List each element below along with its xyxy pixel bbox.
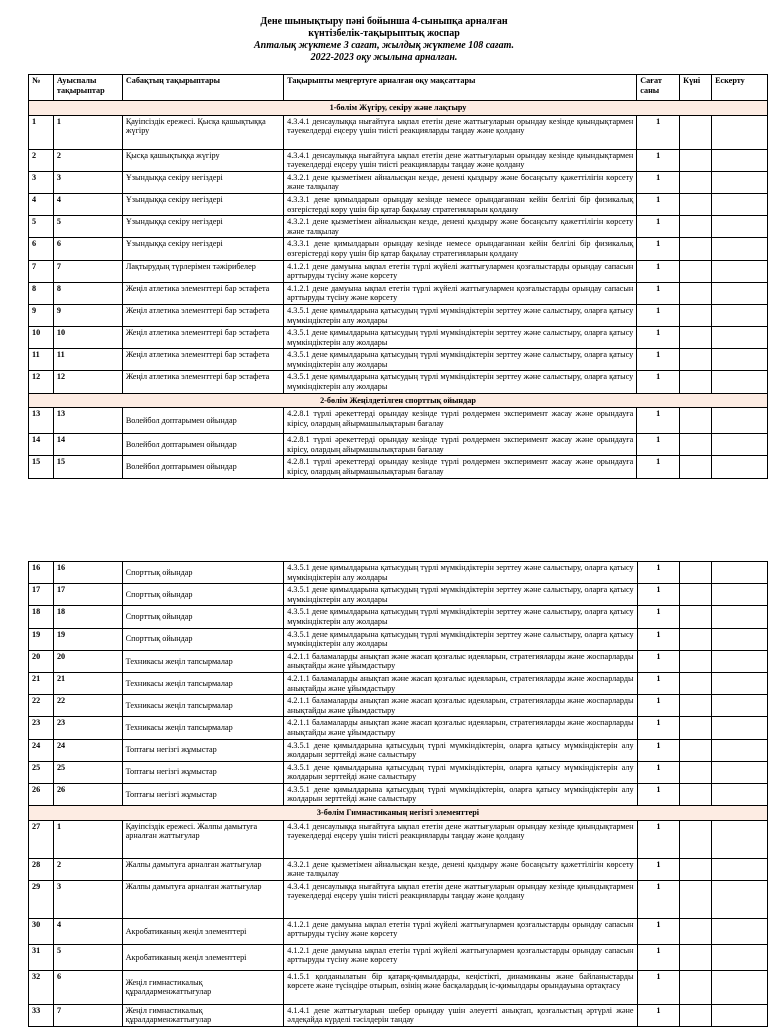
row-number: 26: [29, 783, 54, 805]
row-objective: 4.3.5.1 дене қимылдарына қатысудың түрлі мүмкіндіктерін, оларға қатысу мүмкіндіктерін алу жолдарын зерттейді және салыстыру: [284, 761, 637, 783]
row-sub-topic-number: 13: [53, 408, 122, 434]
row-lesson-topic: Спорттық ойындар: [122, 606, 284, 628]
row-date: [680, 628, 712, 650]
row-lesson-topic: Жеңіл атлетика элементтері бар эстафета: [122, 282, 283, 304]
row-date: [680, 349, 712, 371]
row-note: [712, 628, 768, 650]
table-row: [29, 216, 768, 238]
row-note: [712, 584, 768, 606]
row-date: [680, 304, 712, 326]
row-objective: 4.3.5.1 дене қимылдарына қатысудың түрлі мүмкіндіктерін зерттеу және салыстыру, оларға қатысу мүмкіндіктерін алу жолдары: [284, 562, 637, 584]
table-row: [29, 434, 768, 456]
row-hours: 1: [637, 282, 680, 304]
row-hours: 1: [637, 858, 680, 880]
table-row: [29, 858, 768, 880]
col-number: №: [29, 75, 54, 101]
row-lesson-topic: Жалпы дамытуға арналған жаттығулар: [122, 880, 284, 918]
row-sub-topic-number: 14: [53, 434, 122, 456]
row-date: [680, 650, 712, 672]
col-note: Ескерту: [712, 75, 768, 101]
row-date: [680, 970, 712, 1004]
row-sub-topic-number: 4: [53, 193, 122, 215]
row-date: [680, 717, 712, 739]
row-number: 2: [29, 149, 54, 171]
row-note: [712, 695, 768, 717]
row-note: [712, 562, 768, 584]
row-sub-topic-number: 23: [53, 717, 122, 739]
row-number: 8: [29, 282, 54, 304]
row-sub-topic-number: 5: [53, 216, 122, 238]
row-note: [712, 408, 768, 434]
row-hours: 1: [637, 456, 680, 478]
row-note: [712, 1004, 768, 1026]
row-number: 1: [29, 115, 54, 149]
row-date: [680, 1004, 712, 1026]
row-objective: 4.2.1.1 баламаларды анықтап және жасап қозғалыс идеяларын, стратегияларды және жоспарларды анықтайды және ұйымдастыру: [284, 672, 637, 694]
row-sub-topic-number: 18: [53, 606, 122, 628]
row-sub-topic-number: 3: [53, 171, 122, 193]
row-hours: 1: [637, 783, 680, 805]
row-objective: 4.3.3.1 дене қимылдарын орындау кезінде немесе орындағаннан кейін белгілі бір физикалық өзгерістерді көру үшін бір қатар бақылау стратегияларын қолдану: [284, 238, 637, 260]
row-lesson-topic: Ұзындыққа секіру негіздері: [122, 193, 283, 215]
row-hours: 1: [637, 238, 680, 260]
row-lesson-topic: Техникасы жеңіл тапсырмалар: [122, 650, 284, 672]
row-date: [680, 434, 712, 456]
row-number: 9: [29, 304, 54, 326]
row-hours: 1: [637, 944, 680, 970]
section-title: 3-бөлім Гимнастиканың негізгі элементтері: [29, 806, 768, 821]
row-note: [712, 238, 768, 260]
table-row: [29, 628, 768, 650]
row-lesson-topic: Акробатиканың жеңіл элементтері: [122, 918, 284, 944]
row-sub-topic-number: 5: [53, 944, 122, 970]
row-hours: 1: [637, 672, 680, 694]
row-lesson-topic: Волейбол доптарымен ойындар: [122, 434, 283, 456]
row-hours: 1: [637, 880, 680, 918]
row-objective: 4.2.8.1 түрлі әрекеттерді орындау кезінде түрлі рөлдермен эксперимент жасау және орындауға кірісу, олардың айырмашылықтарын бағалау: [284, 434, 637, 456]
row-date: [680, 672, 712, 694]
row-lesson-topic: Спорттық ойындар: [122, 584, 284, 606]
row-objective: 4.3.5.1 дене қимылдарына қатысудың түрлі мүмкіндіктерін зерттеу және салыстыру, оларға қатысу мүмкіндіктерін алу жолдары: [284, 371, 637, 393]
row-number: 21: [29, 672, 54, 694]
row-hours: 1: [637, 327, 680, 349]
row-objective: 4.3.5.1 дене қимылдарына қатысудың түрлі мүмкіндіктерін, оларға қатысу мүмкіндіктерін алу жолдарын зерттейді және салыстыру: [284, 783, 637, 805]
row-hours: 1: [637, 918, 680, 944]
row-date: [680, 193, 712, 215]
title-line-2: күнтізбелік-тақырыптық жоспар: [308, 28, 460, 39]
row-sub-topic-number: 2: [53, 858, 122, 880]
table-row: [29, 562, 768, 584]
row-objective: 4.3.3.1 дене қимылдарын орындау кезінде немесе орындағаннан кейін белгілі бір физикалық өзгерістерді көру үшін бір қатар бақылау стратегияларын қолдану: [284, 193, 637, 215]
row-hours: 1: [637, 304, 680, 326]
table-row: [29, 944, 768, 970]
row-lesson-topic: Қысқа қашықтыққа жүгіру: [122, 149, 283, 171]
row-hours: 1: [637, 260, 680, 282]
row-lesson-topic: Техникасы жеңіл тапсырмалар: [122, 695, 284, 717]
row-lesson-topic: Жеңіл атлетика элементтері бар эстафета: [122, 371, 283, 393]
row-sub-topic-number: 25: [53, 761, 122, 783]
plan-table-page-1: [28, 74, 768, 479]
row-date: [680, 171, 712, 193]
row-sub-topic-number: 9: [53, 304, 122, 326]
row-objective: 4.3.5.1 дене қимылдарына қатысудың түрлі мүмкіндіктерін зерттеу және салыстыру, оларға қатысу мүмкіндіктерін алу жолдары: [284, 327, 637, 349]
row-date: [680, 149, 712, 171]
section-row: [29, 806, 768, 821]
table-row: [29, 783, 768, 805]
row-number: 14: [29, 434, 54, 456]
row-note: [712, 149, 768, 171]
table-row: [29, 115, 768, 149]
row-note: [712, 820, 768, 858]
row-objective: 4.3.5.1 дене қимылдарына қатысудың түрлі мүмкіндіктерін зерттеу және салыстыру, оларға қатысу мүмкіндіктерін алу жолдары: [284, 349, 637, 371]
row-objective: 4.3.5.1 дене қимылдарына қатысудың түрлі мүмкіндіктерін зерттеу және салыстыру, оларға қатысу мүмкіндіктерін алу жолдары: [284, 584, 637, 606]
row-sub-topic-number: 26: [53, 783, 122, 805]
table-row: [29, 1004, 768, 1026]
row-number: 10: [29, 327, 54, 349]
row-hours: 1: [637, 349, 680, 371]
row-note: [712, 216, 768, 238]
row-lesson-topic: Спорттық ойындар: [122, 562, 284, 584]
row-number: 28: [29, 858, 54, 880]
row-note: [712, 115, 768, 149]
row-date: [680, 327, 712, 349]
row-note: [712, 970, 768, 1004]
row-number: 33: [29, 1004, 54, 1026]
row-note: [712, 327, 768, 349]
table-row: [29, 456, 768, 478]
row-number: 32: [29, 970, 54, 1004]
row-note: [712, 918, 768, 944]
row-number: 18: [29, 606, 54, 628]
row-objective: 4.1.2.1 дене дамуына ықпал ететін түрлі жүйелі жаттығулармен қозғалыстарды орындау сапасын арттыруды түсіну және көрсету: [284, 944, 637, 970]
row-date: [680, 918, 712, 944]
table-row: [29, 149, 768, 171]
row-hours: 1: [637, 149, 680, 171]
row-note: [712, 304, 768, 326]
row-objective: 4.2.8.1 түрлі әрекеттерді орындау кезінде түрлі рөлдермен эксперимент жасау және орындауға кірісу, олардың айырмашылықтарын бағалау: [284, 408, 637, 434]
row-objective: 4.1.2.1 дене дамуына ықпал ететін түрлі жүйелі жаттығулармен қозғалыстарды орындау сапасын арттыруды түсіну және көрсету: [284, 260, 637, 282]
row-sub-topic-number: 12: [53, 371, 122, 393]
row-sub-topic-number: 4: [53, 918, 122, 944]
row-sub-topic-number: 1: [53, 115, 122, 149]
table-row: [29, 717, 768, 739]
document-header: [0, 16, 768, 64]
row-date: [680, 562, 712, 584]
row-lesson-topic: Жалпы дамытуға арналған жаттығулар: [122, 858, 284, 880]
row-hours: 1: [637, 761, 680, 783]
row-date: [680, 783, 712, 805]
row-note: [712, 761, 768, 783]
table-row: [29, 739, 768, 761]
row-note: [712, 606, 768, 628]
row-date: [680, 695, 712, 717]
row-lesson-topic: Ұзындыққа секіру негіздері: [122, 171, 283, 193]
row-lesson-topic: Топтағы негізгі жұмыстар: [122, 739, 284, 761]
row-lesson-topic: Жеңіл гимнастикалық құралдарменжаттығулар: [122, 970, 284, 1004]
row-hours: 1: [637, 695, 680, 717]
row-date: [680, 584, 712, 606]
row-number: 17: [29, 584, 54, 606]
table-row: [29, 282, 768, 304]
row-number: 6: [29, 238, 54, 260]
row-lesson-topic: Волейбол доптарымен ойындар: [122, 408, 283, 434]
table-row: [29, 820, 768, 858]
col-date: Күні: [680, 75, 712, 101]
table-header-row: [29, 75, 768, 101]
row-number: 11: [29, 349, 54, 371]
row-hours: 1: [637, 1004, 680, 1026]
row-note: [712, 193, 768, 215]
row-date: [680, 761, 712, 783]
row-lesson-topic: Спорттық ойындар: [122, 628, 284, 650]
row-number: 7: [29, 260, 54, 282]
col-sub-topics: Ауыспалы тақырыптар: [53, 75, 122, 101]
row-note: [712, 171, 768, 193]
row-hours: 1: [637, 606, 680, 628]
col-hours: Сағат саны: [637, 75, 680, 101]
row-hours: 1: [637, 562, 680, 584]
row-lesson-topic: Акробатиканың жеңіл элементтері: [122, 944, 284, 970]
section-title: 2-бөлім Жеңілдетілген спорттық ойындар: [29, 393, 768, 408]
section-title: 1-бөлім Жүгіру, секіру және лақтыру: [29, 101, 768, 116]
row-date: [680, 115, 712, 149]
table-row: [29, 918, 768, 944]
row-lesson-topic: Ұзындыққа секіру негіздері: [122, 216, 283, 238]
row-note: [712, 371, 768, 393]
row-note: [712, 739, 768, 761]
row-date: [680, 260, 712, 282]
table-row: [29, 371, 768, 393]
row-lesson-topic: Топтағы негізгі жұмыстар: [122, 761, 284, 783]
row-sub-topic-number: 17: [53, 584, 122, 606]
row-number: 4: [29, 193, 54, 215]
row-note: [712, 944, 768, 970]
row-hours: 1: [637, 171, 680, 193]
row-date: [680, 216, 712, 238]
row-hours: 1: [637, 650, 680, 672]
table-row: [29, 695, 768, 717]
row-objective: 4.3.4.1 денсаулыққа нығайтуға ықпал ететін дене жаттығуларын орындау кезінде қиындықтармен тәуекелдерді еңсеру үшін тиісті реакцияларды таңдау және қолдану: [284, 149, 637, 171]
row-sub-topic-number: 1: [53, 820, 122, 858]
row-date: [680, 820, 712, 858]
row-sub-topic-number: 11: [53, 349, 122, 371]
row-lesson-topic: Жеңіл атлетика элементтері бар эстафета: [122, 327, 283, 349]
row-number: 15: [29, 456, 54, 478]
row-note: [712, 858, 768, 880]
row-note: [712, 282, 768, 304]
row-note: [712, 717, 768, 739]
row-objective: 4.3.5.1 дене қимылдарына қатысудың түрлі мүмкіндіктерін, оларға қатысу мүмкіндіктерін алу жолдарын зерттейді және салыстыру: [284, 739, 637, 761]
row-number: 20: [29, 650, 54, 672]
row-sub-topic-number: 20: [53, 650, 122, 672]
row-lesson-topic: Жеңіл атлетика элементтері бар эстафета: [122, 304, 283, 326]
row-date: [680, 858, 712, 880]
row-number: 23: [29, 717, 54, 739]
row-objective: 4.1.5.1 қолданылатын бір қатарқ-қимылдарды, кеңістікті, динамиканы және байланыстарды көрсете және түсіндіре отырып, өзінің және басқалардың іс-қимылдары орындауына ортақтасу: [284, 970, 637, 1004]
section-row: [29, 101, 768, 116]
row-lesson-topic: Волейбол доптарымен ойындар: [122, 456, 283, 478]
row-number: 5: [29, 216, 54, 238]
academic-year: 2022-2023 оқу жылына арналған.: [310, 52, 458, 63]
row-objective: 4.1.2.1 дене дамуына ықпал ететін түрлі жүйелі жаттығулармен қозғалыстарды орындау сапасын арттыруды түсіну және көрсету: [284, 282, 637, 304]
row-date: [680, 408, 712, 434]
row-sub-topic-number: 2: [53, 149, 122, 171]
row-sub-topic-number: 21: [53, 672, 122, 694]
table-row: [29, 672, 768, 694]
row-lesson-topic: Жеңіл гимнастикалық құралдарменжаттығулар: [122, 1004, 284, 1026]
table-row: [29, 584, 768, 606]
row-number: 13: [29, 408, 54, 434]
row-objective: 4.2.8.1 түрлі әрекеттерді орындау кезінде түрлі рөлдермен эксперимент жасау және орындауға кірісу, олардың айырмашылықтарын бағалау: [284, 456, 637, 478]
row-sub-topic-number: 15: [53, 456, 122, 478]
row-number: 16: [29, 562, 54, 584]
row-note: [712, 349, 768, 371]
table-row: [29, 327, 768, 349]
row-note: [712, 672, 768, 694]
row-objective: 4.2.1.1 баламаларды анықтап және жасап қозғалыс идеяларын, стратегияларды және жоспарларды анықтайды және ұйымдастыру: [284, 717, 637, 739]
row-date: [680, 880, 712, 918]
row-number: 3: [29, 171, 54, 193]
row-note: [712, 783, 768, 805]
row-note: [712, 880, 768, 918]
row-date: [680, 606, 712, 628]
row-sub-topic-number: 6: [53, 970, 122, 1004]
row-sub-topic-number: 22: [53, 695, 122, 717]
row-objective: 4.1.2.1 дене дамуына ықпал ететін түрлі жүйелі жаттығулармен қозғалыстарды орындау сапасын арттыруды түсіну және көрсету: [284, 918, 637, 944]
row-lesson-topic: Қауіпсіздік ережесі. Қысқа қашықтыққа жүгіру: [122, 115, 283, 149]
row-date: [680, 456, 712, 478]
row-hours: 1: [637, 115, 680, 149]
table-row: [29, 650, 768, 672]
row-sub-topic-number: 7: [53, 260, 122, 282]
row-sub-topic-number: 19: [53, 628, 122, 650]
row-number: 25: [29, 761, 54, 783]
row-lesson-topic: Жеңіл атлетика элементтері бар эстафета: [122, 349, 283, 371]
row-number: 12: [29, 371, 54, 393]
row-lesson-topic: Лақтырудың түрлерімен тәжірибелер: [122, 260, 283, 282]
row-objective: 4.3.2.1 дене қызметімен айналысқан кезде, денені қыздыру және босаңсыту қажеттілігін көрсету және талқылау: [284, 171, 637, 193]
row-hours: 1: [637, 820, 680, 858]
row-number: 22: [29, 695, 54, 717]
row-objective: 4.3.5.1 дене қимылдарына қатысудың түрлі мүмкіндіктерін зерттеу және салыстыру, оларға қатысу мүмкіндіктерін алу жолдары: [284, 628, 637, 650]
row-lesson-topic: Топтағы негізгі жұмыстар: [122, 783, 284, 805]
row-objective: 4.3.4.1 денсаулыққа нығайтуға ықпал ететін дене жаттығуларын орындау кезінде қиындықтармен тәуекелдерді еңсеру үшін тиісті реакцияларды таңдау және қолдану: [284, 115, 637, 149]
row-note: [712, 260, 768, 282]
row-date: [680, 238, 712, 260]
table-row: [29, 193, 768, 215]
row-number: 31: [29, 944, 54, 970]
row-note: [712, 434, 768, 456]
row-objective: 4.3.2.1 дене қызметімен айналысқан кезде, денені қыздыру және босаңсыту қажеттілігін көрсету және талқылау: [284, 858, 637, 880]
table-row: [29, 171, 768, 193]
row-objective: 4.3.5.1 дене қимылдарына қатысудың түрлі мүмкіндіктерін зерттеу және салыстыру, оларға қатысу мүмкіндіктерін алу жолдары: [284, 606, 637, 628]
row-number: 27: [29, 820, 54, 858]
row-objective: 4.3.4.1 денсаулыққа нығайтуға ықпал ететін дене жаттығуларын орындау кезінде қиындықтармен тәуекелдерді еңсеру үшін тиісті реакцияларды таңдау және қолдану: [284, 880, 637, 918]
row-hours: 1: [637, 216, 680, 238]
row-lesson-topic: Техникасы жеңіл тапсырмалар: [122, 717, 284, 739]
table-row: [29, 238, 768, 260]
col-objectives: Тақырыпты меңгертуге арналған оқу мақсаттары: [284, 75, 637, 101]
row-hours: 1: [637, 584, 680, 606]
col-lesson-topics: Сабақтың тақырыптары: [122, 75, 283, 101]
table-row: [29, 606, 768, 628]
row-sub-topic-number: 3: [53, 880, 122, 918]
row-hours: 1: [637, 193, 680, 215]
subtitle: Апталық жүктеме 3 сағат, жылдық жүктеме 108 сағат.: [253, 40, 515, 51]
row-objective: 4.2.1.1 баламаларды анықтап және жасап қозғалыс идеяларын, стратегияларды және жоспарларды анықтайды және ұйымдастыру: [284, 650, 637, 672]
table-row: [29, 349, 768, 371]
row-objective: 4.2.1.1 баламаларды анықтап және жасап қозғалыс идеяларын, стратегияларды және жоспарларды анықтайды және ұйымдастыру: [284, 695, 637, 717]
row-note: [712, 456, 768, 478]
table-row: [29, 761, 768, 783]
row-date: [680, 371, 712, 393]
row-hours: 1: [637, 408, 680, 434]
row-hours: 1: [637, 371, 680, 393]
row-sub-topic-number: 6: [53, 238, 122, 260]
row-sub-topic-number: 7: [53, 1004, 122, 1026]
row-date: [680, 282, 712, 304]
row-number: 29: [29, 880, 54, 918]
row-hours: 1: [637, 628, 680, 650]
row-hours: 1: [637, 717, 680, 739]
row-note: [712, 650, 768, 672]
row-sub-topic-number: 8: [53, 282, 122, 304]
table-row: [29, 260, 768, 282]
row-sub-topic-number: 16: [53, 562, 122, 584]
row-objective: 4.3.4.1 денсаулыққа нығайтуға ықпал ететін дене жаттығуларын орындау кезінде қиындықтармен тәуекелдерді еңсеру үшін тиісті реакцияларды таңдау және қолдану: [284, 820, 637, 858]
row-number: 19: [29, 628, 54, 650]
row-number: 24: [29, 739, 54, 761]
row-hours: 1: [637, 739, 680, 761]
row-sub-topic-number: 10: [53, 327, 122, 349]
title-line-1: Дене шынықтыру пәні бойынша 4-сыныпқа арналған: [260, 16, 508, 27]
row-lesson-topic: Техникасы жеңіл тапсырмалар: [122, 672, 284, 694]
row-objective: 4.3.5.1 дене қимылдарына қатысудың түрлі мүмкіндіктерін зерттеу және салыстыру, оларға қатысу мүмкіндіктерін алу жолдары: [284, 304, 637, 326]
row-hours: 1: [637, 434, 680, 456]
plan-table-page-2: [28, 561, 768, 1027]
row-date: [680, 739, 712, 761]
row-lesson-topic: Қауіпсіздік ережесі. Жалпы дамытуға арналған жаттығулар: [122, 820, 284, 858]
row-lesson-topic: Ұзындыққа секіру негіздері: [122, 238, 283, 260]
row-number: 30: [29, 918, 54, 944]
row-date: [680, 944, 712, 970]
row-sub-topic-number: 24: [53, 739, 122, 761]
table-row: [29, 408, 768, 434]
row-objective: 4.1.4.1 дене жаттығуларын шебер орындау үшін әлеуетті анықтап, қозғалыстың әртүрлі және әлдеқайда күрделі тәсілдерін тандау: [284, 1004, 637, 1026]
table-row: [29, 880, 768, 918]
table-row: [29, 304, 768, 326]
row-hours: 1: [637, 970, 680, 1004]
table-row: [29, 970, 768, 1004]
section-row: [29, 393, 768, 408]
row-objective: 4.3.2.1 дене қызметімен айналысқан кезде, денені қыздыру және босаңсыту қажеттілігін көрсету және талқылау: [284, 216, 637, 238]
